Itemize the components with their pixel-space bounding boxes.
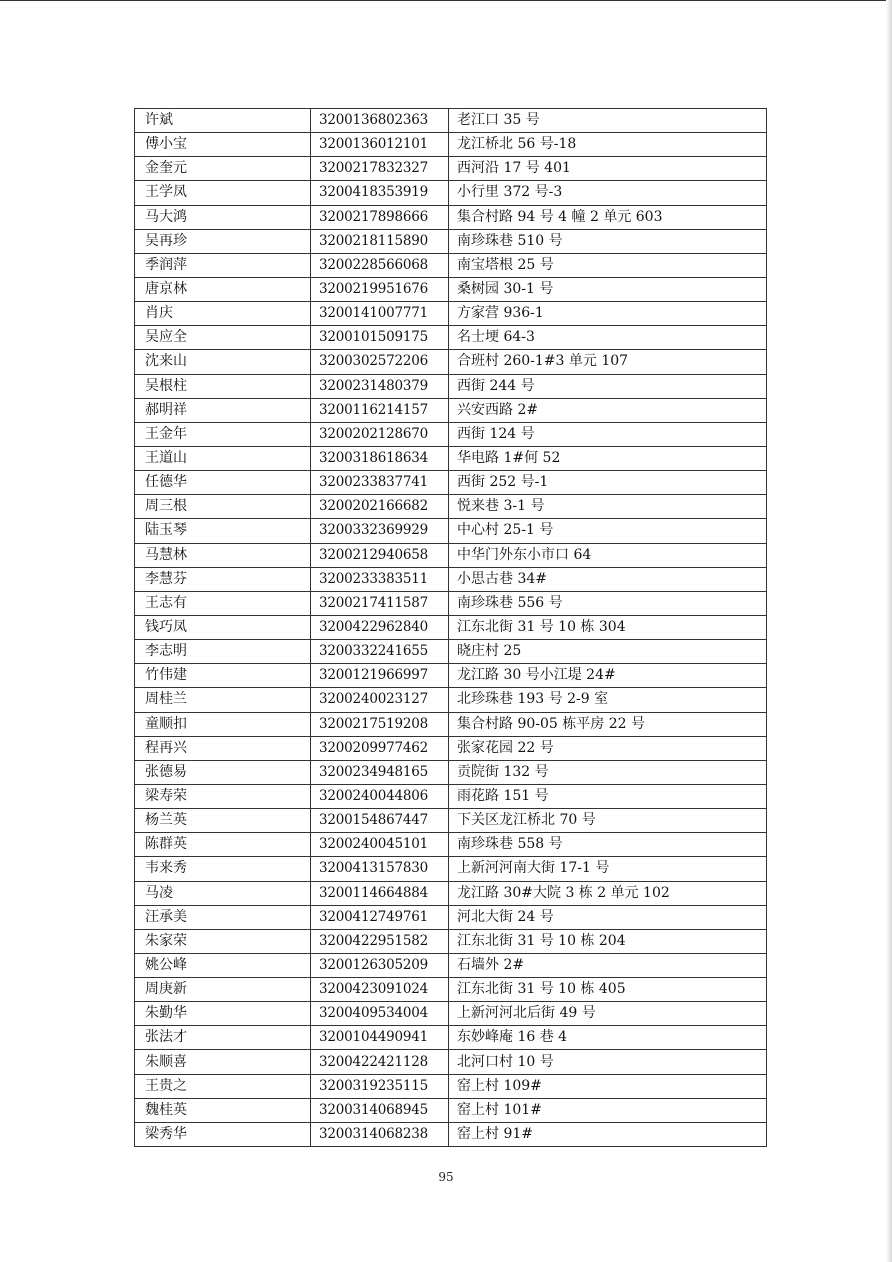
- address-cell: 桑树园 30-1 号: [449, 277, 767, 301]
- address-cell: 小行里 372 号-3: [449, 181, 767, 205]
- id-number-cell: 3200114664884: [311, 881, 449, 905]
- address-cell: 龙江路 30#大院 3 栋 2 单元 102: [449, 881, 767, 905]
- name-cell: 郝明祥: [135, 398, 311, 422]
- id-number-cell: 3200240023127: [311, 688, 449, 712]
- name-cell: 王道山: [135, 446, 311, 470]
- address-cell: 贡院街 132 号: [449, 760, 767, 784]
- name-cell: 王贵之: [135, 1074, 311, 1098]
- id-number-cell: 3200233837741: [311, 471, 449, 495]
- table-row: [135, 302, 767, 326]
- id-number-cell: 3200212940658: [311, 543, 449, 567]
- address-cell: 北河口村 10 号: [449, 1050, 767, 1074]
- page-edge-shadow: [886, 0, 892, 1262]
- address-cell: 雨花路 151 号: [449, 784, 767, 808]
- id-number-cell: 3200332241655: [311, 640, 449, 664]
- id-number-cell: 3200314068238: [311, 1122, 449, 1146]
- name-cell: 朱顺喜: [135, 1050, 311, 1074]
- table-row: [135, 109, 767, 133]
- id-number-cell: 3200409534004: [311, 1002, 449, 1026]
- address-cell: 西街 124 号: [449, 422, 767, 446]
- table-row: [135, 446, 767, 470]
- id-number-cell: 3200418353919: [311, 181, 449, 205]
- name-cell: 竹伟建: [135, 664, 311, 688]
- address-cell: 上新河河南大街 17-1 号: [449, 857, 767, 881]
- table-row: [135, 857, 767, 881]
- name-cell: 梁秀华: [135, 1122, 311, 1146]
- name-cell: 周桂兰: [135, 688, 311, 712]
- address-cell: 方家营 936-1: [449, 302, 767, 326]
- address-cell: 中心村 25-1 号: [449, 519, 767, 543]
- address-cell: 南珍珠巷 556 号: [449, 591, 767, 615]
- id-number-cell: 3200422421128: [311, 1050, 449, 1074]
- name-cell: 周庚新: [135, 978, 311, 1002]
- table-row: [135, 519, 767, 543]
- address-cell: 小思古巷 34#: [449, 567, 767, 591]
- name-cell: 姚公峰: [135, 953, 311, 977]
- name-cell: 吴根柱: [135, 374, 311, 398]
- address-cell: 中华门外东小市口 64: [449, 543, 767, 567]
- name-cell: 梁寿荣: [135, 784, 311, 808]
- address-cell: 合班村 260-1#3 单元 107: [449, 350, 767, 374]
- address-cell: 下关区龙江桥北 70 号: [449, 809, 767, 833]
- id-number-cell: 3200136802363: [311, 109, 449, 133]
- name-cell: 张德易: [135, 760, 311, 784]
- address-cell: 江东北街 31 号 10 栋 405: [449, 978, 767, 1002]
- name-cell: 李志明: [135, 640, 311, 664]
- id-number-cell: 3200318618634: [311, 446, 449, 470]
- address-cell: 华电路 1#何 52: [449, 446, 767, 470]
- table-row: [135, 157, 767, 181]
- table-row: [135, 398, 767, 422]
- address-cell: 南宝塔根 25 号: [449, 253, 767, 277]
- address-cell: 江东北街 31 号 10 栋 204: [449, 929, 767, 953]
- table-row: [135, 929, 767, 953]
- table-row: [135, 953, 767, 977]
- id-number-cell: 3200136012101: [311, 133, 449, 157]
- name-cell: 马大鸿: [135, 205, 311, 229]
- table-row: [135, 1098, 767, 1122]
- table-row: [135, 784, 767, 808]
- table-row: [135, 881, 767, 905]
- name-cell: 朱家荣: [135, 929, 311, 953]
- table-row: [135, 133, 767, 157]
- name-cell: 肖庆: [135, 302, 311, 326]
- table-row: [135, 1026, 767, 1050]
- table-row: [135, 567, 767, 591]
- id-number-cell: 3200217411587: [311, 591, 449, 615]
- name-cell: 沈来山: [135, 350, 311, 374]
- table-row: [135, 905, 767, 929]
- table-row: [135, 688, 767, 712]
- table-row: [135, 1050, 767, 1074]
- name-cell: 程再兴: [135, 736, 311, 760]
- address-cell: 窑上村 101#: [449, 1098, 767, 1122]
- name-cell: 朱勤华: [135, 1002, 311, 1026]
- name-cell: 许斌: [135, 109, 311, 133]
- address-cell: 南珍珠巷 510 号: [449, 229, 767, 253]
- address-cell: 老江口 35 号: [449, 109, 767, 133]
- table-row: [135, 591, 767, 615]
- table-row: [135, 760, 767, 784]
- name-cell: 杨兰英: [135, 809, 311, 833]
- name-cell: 汪承美: [135, 905, 311, 929]
- name-cell: 童顺扣: [135, 712, 311, 736]
- page-number: 95: [438, 1170, 454, 1184]
- id-number-cell: 3200202166682: [311, 495, 449, 519]
- address-cell: 河北大街 24 号: [449, 905, 767, 929]
- name-cell: 张法才: [135, 1026, 311, 1050]
- name-cell: 唐京林: [135, 277, 311, 301]
- id-number-cell: 3200209977462: [311, 736, 449, 760]
- name-cell: 王金年: [135, 422, 311, 446]
- id-number-cell: 3200116214157: [311, 398, 449, 422]
- table-row: [135, 833, 767, 857]
- id-number-cell: 3200332369929: [311, 519, 449, 543]
- id-number-cell: 3200202128670: [311, 422, 449, 446]
- table-row: [135, 253, 767, 277]
- id-number-cell: 3200314068945: [311, 1098, 449, 1122]
- id-number-cell: 3200141007771: [311, 302, 449, 326]
- address-cell: 上新河河北后街 49 号: [449, 1002, 767, 1026]
- address-cell: 东妙峰庵 16 巷 4: [449, 1026, 767, 1050]
- name-cell: 陈群英: [135, 833, 311, 857]
- name-cell: 王学凤: [135, 181, 311, 205]
- address-cell: 南珍珠巷 558 号: [449, 833, 767, 857]
- name-cell: 钱巧凤: [135, 615, 311, 639]
- name-cell: 王志有: [135, 591, 311, 615]
- table-row: [135, 495, 767, 519]
- id-number-cell: 3200240045101: [311, 833, 449, 857]
- id-number-cell: 3200217519208: [311, 712, 449, 736]
- id-number-cell: 3200423091024: [311, 978, 449, 1002]
- id-number-cell: 3200231480379: [311, 374, 449, 398]
- address-cell: 悦来巷 3-1 号: [449, 495, 767, 519]
- id-number-cell: 3200218115890: [311, 229, 449, 253]
- table-row: [135, 229, 767, 253]
- name-cell: 傅小宝: [135, 133, 311, 157]
- records-table-body: [135, 109, 767, 1147]
- name-cell: 季润萍: [135, 253, 311, 277]
- address-cell: 西街 244 号: [449, 374, 767, 398]
- name-cell: 吴应全: [135, 326, 311, 350]
- table-row: [135, 181, 767, 205]
- table-row: [135, 1074, 767, 1098]
- address-cell: 集合村路 94 号 4 幢 2 单元 603: [449, 205, 767, 229]
- table-row: [135, 664, 767, 688]
- address-cell: 江东北街 31 号 10 栋 304: [449, 615, 767, 639]
- id-number-cell: 3200101509175: [311, 326, 449, 350]
- table-row: [135, 471, 767, 495]
- table-row: [135, 1002, 767, 1026]
- name-cell: 周三根: [135, 495, 311, 519]
- name-cell: 魏桂英: [135, 1098, 311, 1122]
- id-number-cell: 3200154867447: [311, 809, 449, 833]
- id-number-cell: 3200422951582: [311, 929, 449, 953]
- address-cell: 北珍珠巷 193 号 2-9 室: [449, 688, 767, 712]
- address-cell: 石墙外 2#: [449, 953, 767, 977]
- id-number-cell: 3200219951676: [311, 277, 449, 301]
- name-cell: 任德华: [135, 471, 311, 495]
- name-cell: 金奎元: [135, 157, 311, 181]
- records-table: [134, 108, 767, 1147]
- address-cell: 张家花园 22 号: [449, 736, 767, 760]
- id-number-cell: 3200302572206: [311, 350, 449, 374]
- table-row: [135, 326, 767, 350]
- name-cell: 韦来秀: [135, 857, 311, 881]
- table-row: [135, 615, 767, 639]
- id-number-cell: 3200240044806: [311, 784, 449, 808]
- id-number-cell: 3200412749761: [311, 905, 449, 929]
- name-cell: 陆玉琴: [135, 519, 311, 543]
- table-row: [135, 205, 767, 229]
- table-row: [135, 712, 767, 736]
- table-row: [135, 350, 767, 374]
- id-number-cell: 3200228566068: [311, 253, 449, 277]
- table-row: [135, 1122, 767, 1146]
- name-cell: 李慧芬: [135, 567, 311, 591]
- id-number-cell: 3200217898666: [311, 205, 449, 229]
- table-row: [135, 978, 767, 1002]
- id-number-cell: 3200422962840: [311, 615, 449, 639]
- name-cell: 马慧林: [135, 543, 311, 567]
- address-cell: 集合村路 90-05 栋平房 22 号: [449, 712, 767, 736]
- name-cell: 马凌: [135, 881, 311, 905]
- address-cell: 西河沿 17 号 401: [449, 157, 767, 181]
- id-number-cell: 3200126305209: [311, 953, 449, 977]
- address-cell: 兴安西路 2#: [449, 398, 767, 422]
- table-row: [135, 736, 767, 760]
- table-row: [135, 809, 767, 833]
- table-row: [135, 640, 767, 664]
- address-cell: 晓庄村 25: [449, 640, 767, 664]
- table-row: [135, 422, 767, 446]
- address-cell: 龙江桥北 56 号-18: [449, 133, 767, 157]
- id-number-cell: 3200217832327: [311, 157, 449, 181]
- id-number-cell: 3200104490941: [311, 1026, 449, 1050]
- name-cell: 吴再珍: [135, 229, 311, 253]
- id-number-cell: 3200413157830: [311, 857, 449, 881]
- id-number-cell: 3200234948165: [311, 760, 449, 784]
- id-number-cell: 3200233383511: [311, 567, 449, 591]
- address-cell: 西街 252 号-1: [449, 471, 767, 495]
- table-row: [135, 543, 767, 567]
- page-top-border: [0, 0, 892, 1]
- address-cell: 龙江路 30 号小江堤 24#: [449, 664, 767, 688]
- address-cell: 窑上村 91#: [449, 1122, 767, 1146]
- id-number-cell: 3200319235115: [311, 1074, 449, 1098]
- address-cell: 窑上村 109#: [449, 1074, 767, 1098]
- table-row: [135, 374, 767, 398]
- table-row: [135, 277, 767, 301]
- id-number-cell: 3200121966997: [311, 664, 449, 688]
- address-cell: 名士埂 64-3: [449, 326, 767, 350]
